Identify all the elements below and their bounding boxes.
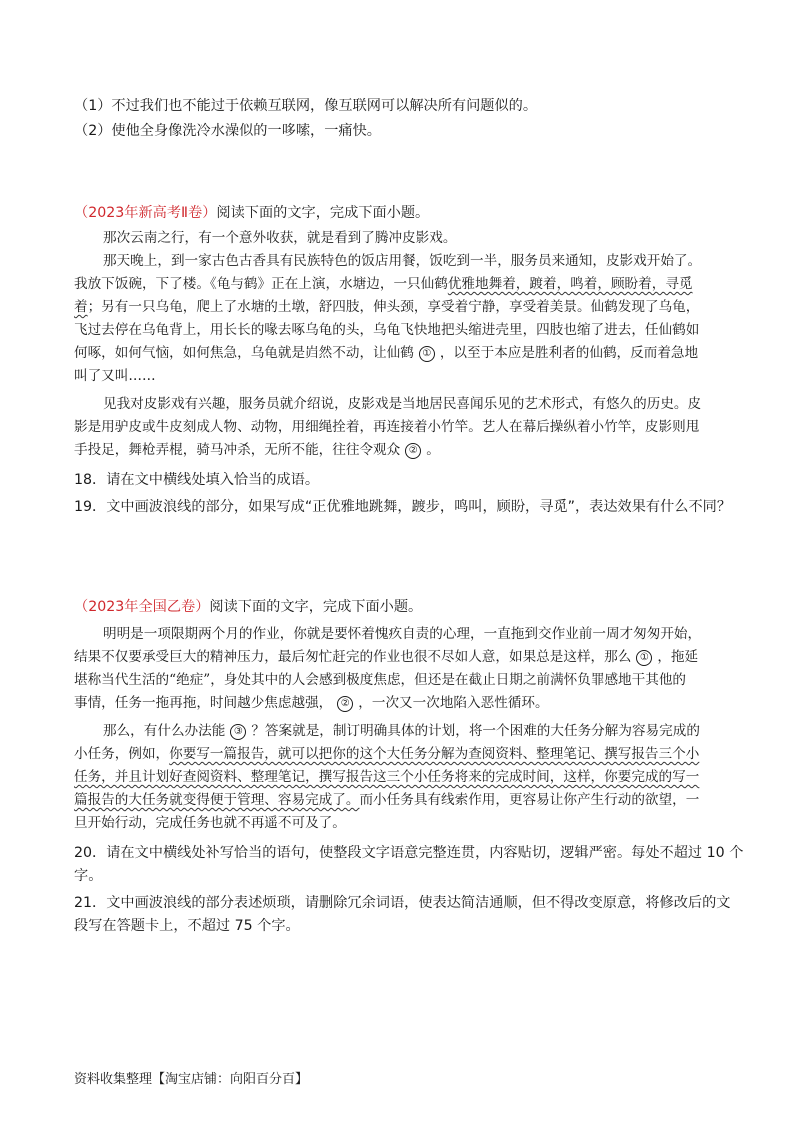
section1-p2-line-1: 那天晚上，到一家古色古香具有民族特色的饭店用餐，饭吃到一半，服务员来通知，皮影戏开始了。 xyxy=(103,253,702,269)
section2-p2-line-4 xyxy=(74,790,699,810)
section2-heading xyxy=(74,597,422,617)
section2-source: （2023年全国乙卷） xyxy=(74,599,210,615)
text: ，以至于本应是胜利者的仙鹤，反而着急地 xyxy=(439,345,699,361)
section2-p1-line-3: 堪称当代生活的“绝症”，身处其中的人会感到极度焦虑，但还是在截止日期之前满怀负罪感地干其他的 xyxy=(74,672,687,688)
question-20-line-2: 字。 xyxy=(74,868,103,884)
blank-number: ② xyxy=(405,443,421,459)
section1-p2-line-6: 叫了又叫…… xyxy=(74,368,156,384)
blank-1 xyxy=(631,647,657,667)
section1-p3-line-3 xyxy=(74,440,440,460)
section1-p2-line-5 xyxy=(74,343,698,363)
section2-p2-line-5: 旦开始行动，完成任务也就不再遥不可及了。 xyxy=(74,815,346,831)
text: 结果不仅要承受巨大的精神压力，最后匆忙赶完的作业也很不尽如人意，如果总是这样，那么 xyxy=(74,649,632,665)
blank-number: ① xyxy=(419,346,435,362)
text: 小任务，例如， xyxy=(74,746,170,762)
wavy-underlined-text: 篇报告的大任务就变得便于管理、容易完成了。 xyxy=(74,792,360,808)
text: 我放下饭碗，下了楼。《龟与鹤》正在上演，水塘边，一只仙鹤 xyxy=(74,276,448,292)
section1-p2-line-3 xyxy=(74,297,699,317)
text: 那么，有什么办法能 xyxy=(103,723,226,739)
text: ；另有一只乌龟，爬上了水塘的土墩，舒四肢，伸头颈，享受着宁静，享受着美景。仙鹤发现了乌龟， xyxy=(87,299,700,315)
text: 手投足，舞枪弄棍，骑马冲杀，无所不能，往往令观众 xyxy=(74,442,401,458)
note-1: （1）不过我们也不能过于依赖互联网，像互联网可以解决所有问题似的。 xyxy=(74,98,538,114)
text: 事情，任务一拖再拖，时间越少焦虑越强， xyxy=(74,695,333,711)
text: ？答案就是，制订明确具体的计划，将一个困难的大任务分解为容易完成的 xyxy=(251,723,700,739)
blank-number: ③ xyxy=(230,724,246,740)
question-19: 19．文中画波浪线的部分，如果写成“正优雅地跳舞，踱步，鸣叫，顾盼，寻觅”，表达效果有什么不同？ xyxy=(74,499,732,515)
section1-p2-line-2 xyxy=(74,274,693,294)
wavy-underlined-text: 着 xyxy=(74,299,88,315)
wavy-underlined-text: 优雅地舞着，踱着，鸣着，顾盼着，寻觅 xyxy=(447,276,693,292)
text: ，拖延 xyxy=(657,649,699,665)
section1-p3-line-1: 见我对皮影戏有兴趣，服务员就介绍说，皮影戏是当地居民喜闻乐见的艺术形式，有悠久的历史。皮 xyxy=(103,396,702,412)
wavy-underlined-text: 任务，并且计划好查阅资料、整理笔记，撰写报告这三个小任务将来的完成时间，这样，你要完成的写一 xyxy=(74,769,700,785)
footer-text: 资料收集整理【淘宝店铺：向阳百分百】 xyxy=(74,1072,309,1087)
blank-2 xyxy=(332,693,358,713)
section2-p1-line-4 xyxy=(74,693,549,713)
section2-p2-line-3 xyxy=(74,767,699,787)
section1-intro: 阅读下面的文字，完成下面小题。 xyxy=(216,205,430,221)
section1-p3-line-2: 影是用驴皮或牛皮刻成人物、动物，用细绳拴着，再连接着小竹竿。艺人在幕后操纵着小竹竿，皮影则甩 xyxy=(74,419,700,435)
section2-intro: 阅读下面的文字，完成下面小题。 xyxy=(209,599,423,615)
section1-paragraph-1: 那次云南之行，有一个意外收获，就是看到了腾冲皮影戏。 xyxy=(103,230,457,246)
blank-1 xyxy=(414,343,440,363)
blank-3 xyxy=(225,721,251,741)
note-2: （2）使他全身像洗冷水澡似的一哆嗦，一痛快。 xyxy=(74,123,381,139)
blank-number: ② xyxy=(337,696,353,712)
blank-number: ① xyxy=(636,650,652,666)
section2-p2-line-2 xyxy=(74,744,699,764)
section2-p1-line-1: 明明是一项限期两个月的作业，你就是要怀着愧疚自责的心理，一直拖到交作业前一周才匆匆开始， xyxy=(103,626,702,642)
question-18: 18．请在文中横线处填入恰当的成语。 xyxy=(74,472,320,488)
section2-p1-line-2 xyxy=(74,647,698,667)
wavy-underlined-text: 你要写一篇报告，就可以把你的这个大任务分解为查阅资料、整理笔记、撰写报告三个小 xyxy=(169,746,700,762)
section1-p2-line-4: 飞过去停在乌龟背上，用长长的喙去啄乌龟的头，乌龟飞快地把头缩进壳里，四肢也缩了进去，任仙鹤如 xyxy=(74,322,700,338)
section1-heading xyxy=(74,203,429,223)
text: 而小任务具有线索作用，更容易让你产生行动的欲望，一 xyxy=(359,792,700,808)
section2-p2-line-1 xyxy=(103,721,700,741)
question-20-line-1: 20．请在文中横线处补写恰当的语句，使整段文字语意完整连贯，内容贴切，逻辑严密。每处不超过 10 个 xyxy=(74,845,744,861)
text: 。 xyxy=(426,442,440,458)
question-21-line-1: 21．文中画波浪线的部分表述烦琐，请删除冗余词语，使表达简洁通顺，但不得改变原意，将修改后的文 xyxy=(74,895,731,911)
blank-2 xyxy=(400,440,426,460)
section1-source: （2023年新高考Ⅱ卷） xyxy=(74,205,217,221)
text: 何啄，如何气恼，如何焦急，乌龟就是岿然不动，让仙鹤 xyxy=(74,345,414,361)
question-21-line-2: 段写在答题卡上，不超过 75 个字。 xyxy=(74,918,300,934)
text: ，一次又一次地陷入恶性循环。 xyxy=(358,695,549,711)
